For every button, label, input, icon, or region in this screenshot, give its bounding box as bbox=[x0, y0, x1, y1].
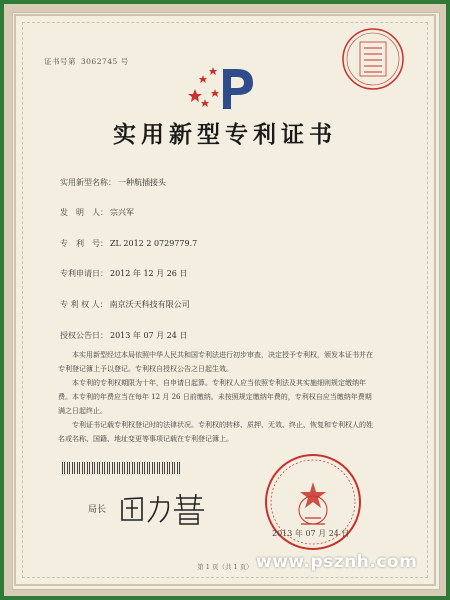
certificate-title: 实用新型专利证书 bbox=[113, 121, 337, 148]
field-label: 发 明 人： bbox=[60, 208, 108, 217]
top-right-seal bbox=[340, 26, 406, 92]
certificate-number bbox=[44, 56, 129, 67]
barcode bbox=[62, 462, 180, 474]
field-label: 专 利 权 人： bbox=[60, 300, 108, 309]
certificate-number-value: 3062745 bbox=[80, 57, 118, 66]
paragraph-legal-status: 专利证书记载专利权登记时的法律状况。专利权的转移、质押、无效、终止、恢复和专利权人的姓名或名称、国籍、地址变更等事项记载在专利登记簿上。 bbox=[58, 421, 373, 443]
field-label: 实用新型名称： bbox=[60, 178, 116, 187]
director-signature bbox=[118, 490, 208, 528]
paragraph-grant: 本实用新型经过本局依照中华人民共和国专利法进行初步审查，决定授予专利权，颁发本证书并在专利登记簿上予以登记。专利权自授权公告之日起生效。 bbox=[58, 351, 373, 373]
field-inventor bbox=[60, 207, 134, 218]
field-value: 2013 年 07 月 24 日 bbox=[110, 331, 188, 340]
field-application-date bbox=[60, 268, 187, 279]
field-utility-model-name bbox=[60, 177, 166, 188]
patent-office-logo bbox=[187, 63, 263, 111]
field-patentee bbox=[60, 299, 190, 310]
issue-date: 2013 年 07 月 24 日 bbox=[272, 529, 350, 538]
certificate-number-label: 证书号第 bbox=[44, 57, 76, 66]
certificate-number-suffix: 号 bbox=[120, 57, 129, 66]
field-value: 一种航插接头 bbox=[118, 178, 166, 187]
field-patent-number bbox=[60, 238, 197, 249]
field-label: 专利申请日： bbox=[60, 269, 108, 278]
field-value: ZL 2012 2 0729779.7 bbox=[110, 239, 198, 248]
page-number: 第 1 页（共 1 页） bbox=[197, 563, 253, 571]
field-value: 宗兴军 bbox=[110, 208, 134, 217]
field-label: 专 利 号： bbox=[60, 239, 108, 248]
field-value: 南京沃天科技有限公司 bbox=[109, 300, 190, 309]
paragraph-term-fees: 本专利的专利权期限为十年，自申请日起算。专利权人应当依照专利法及其实施细则规定缴纳年费。本专利的年费应当在每年 12 月 26 日前缴纳。未按照规定缴纳年费的，专利权自应当缴纳年费期满之日起终止。 bbox=[58, 379, 372, 415]
field-value: 2012 年 12 月 26 日 bbox=[110, 269, 188, 278]
watermark: www.psznh.com bbox=[256, 552, 418, 572]
director-label: 局长 bbox=[88, 505, 107, 515]
field-label: 授权公告日： bbox=[60, 331, 108, 340]
field-grant-date bbox=[60, 330, 187, 341]
